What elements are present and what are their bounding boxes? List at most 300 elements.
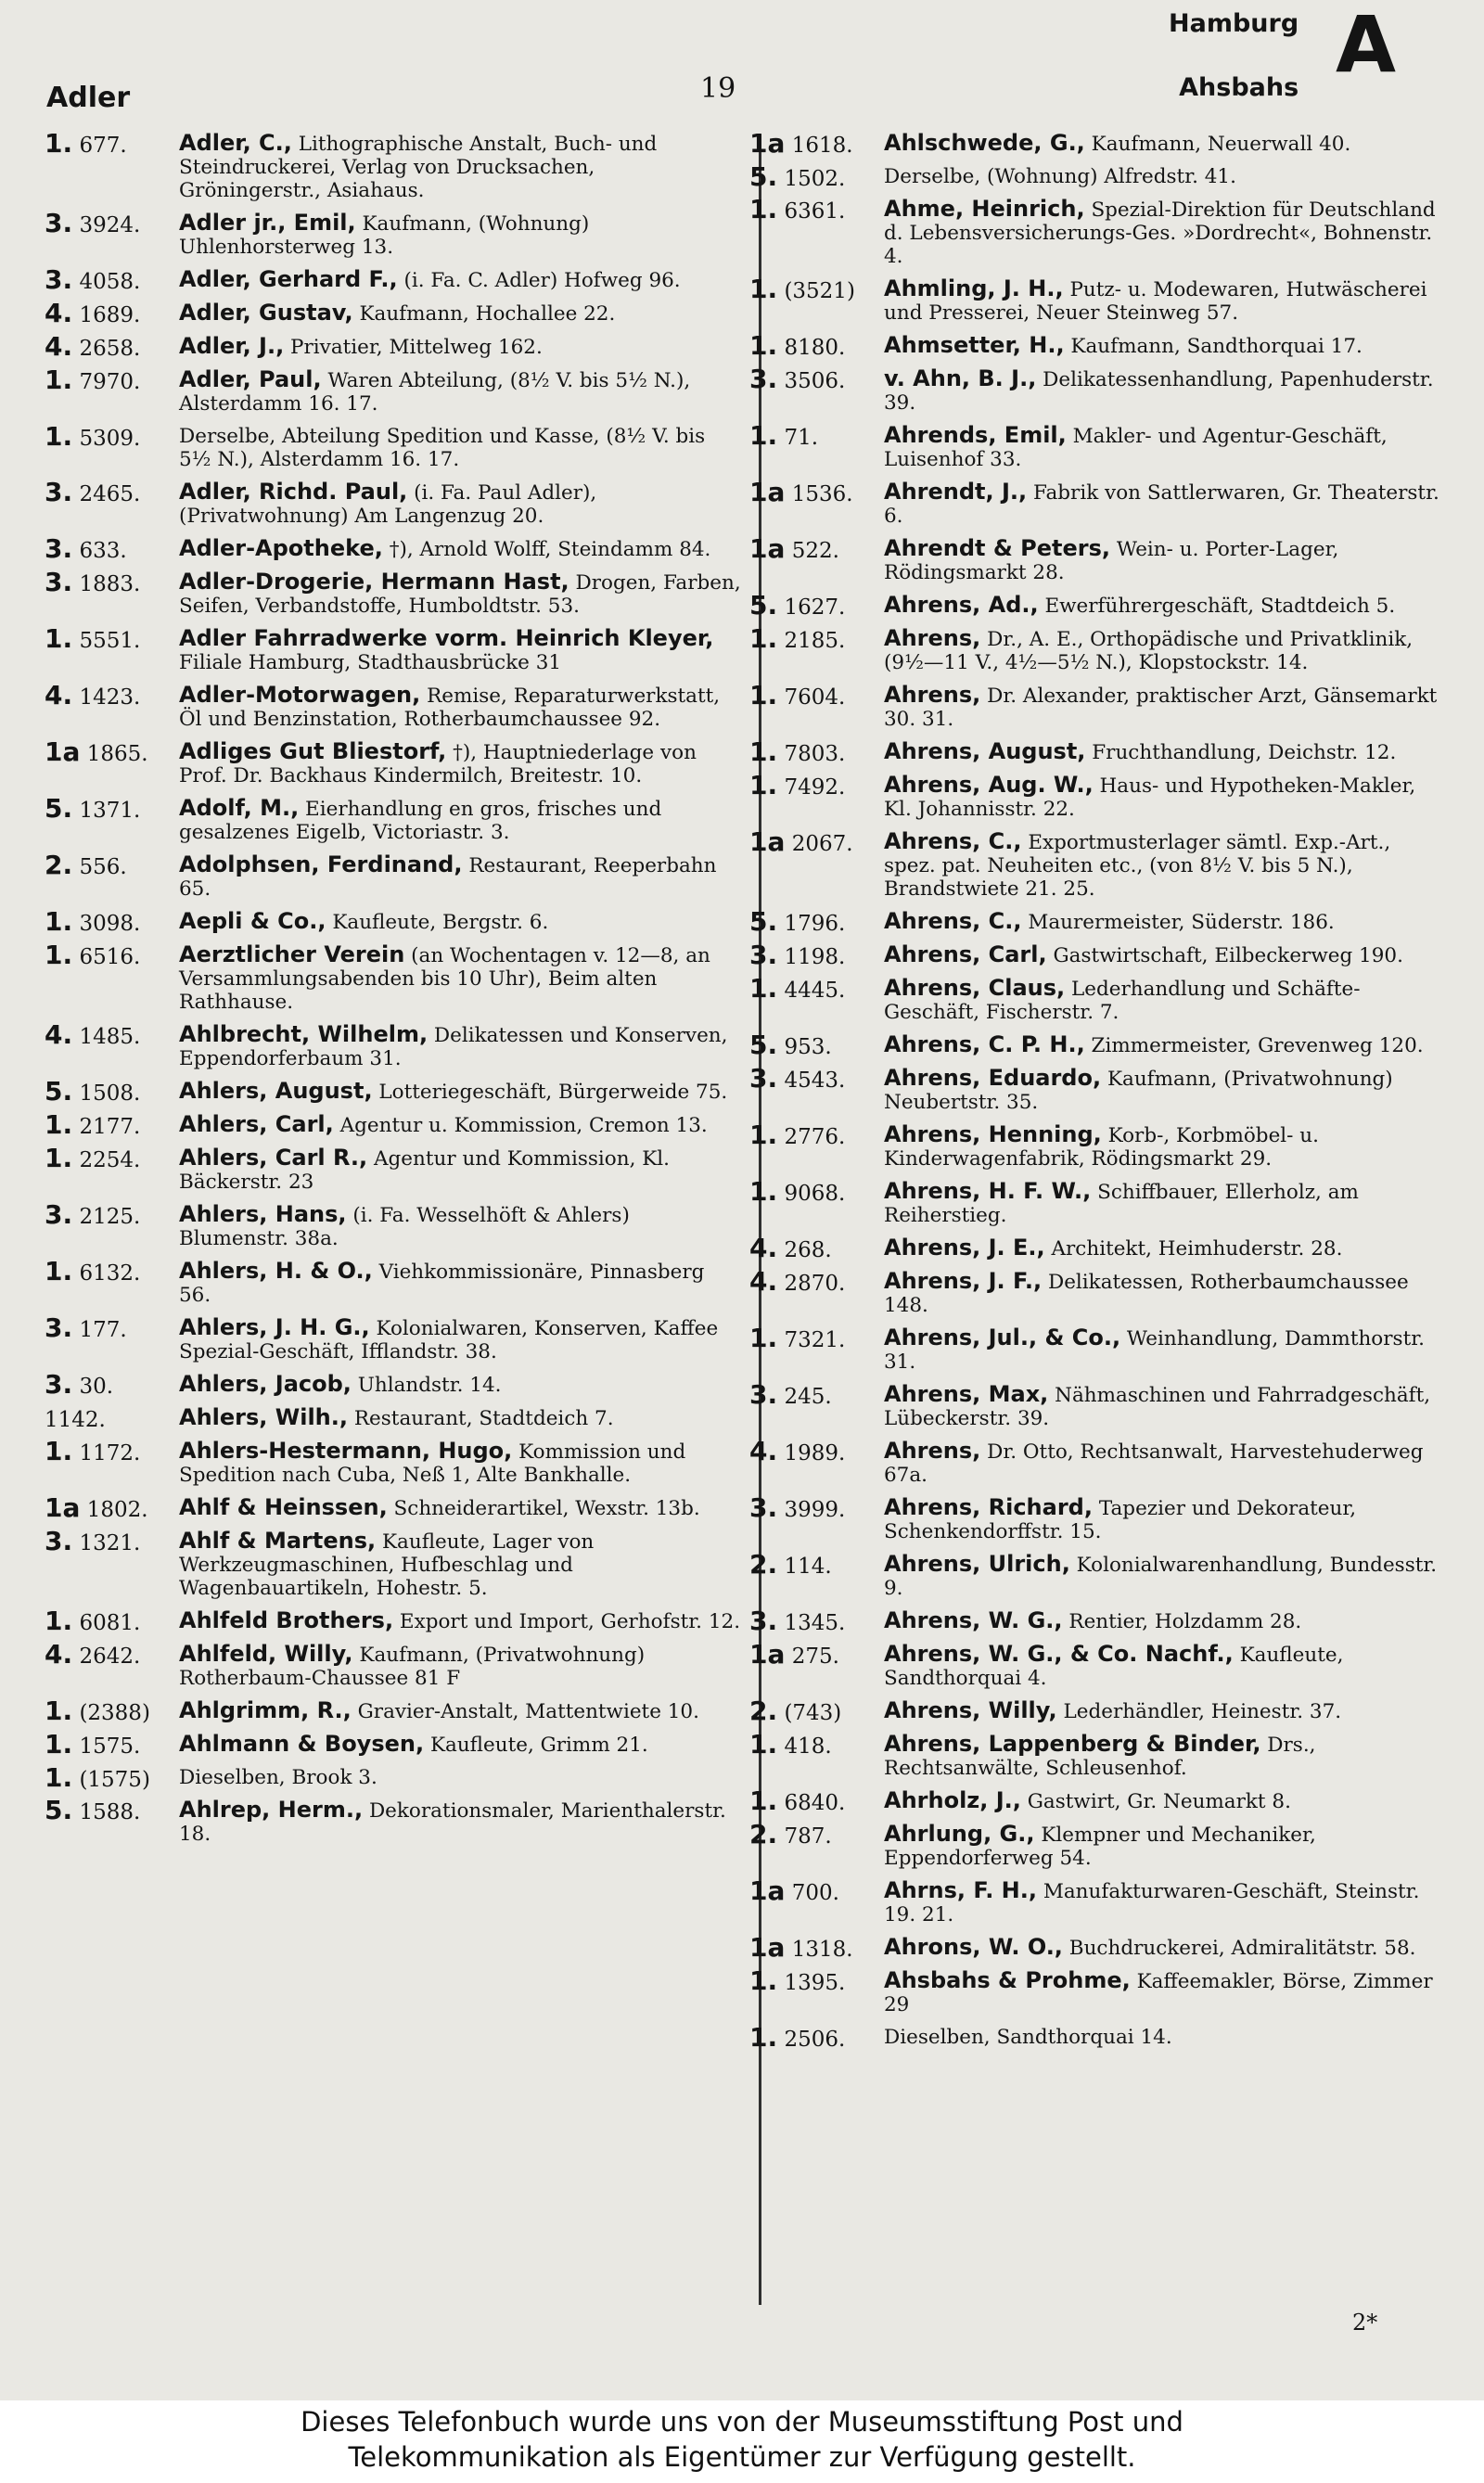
line-number: 9068.	[784, 1182, 846, 1206]
line-number: 4058.	[79, 270, 141, 294]
entry-details: Delikatessenhandlung, Papenhuderstr. 39.	[884, 368, 1434, 415]
directory-entry	[749, 1323, 1447, 1374]
entry-details: Kaufmann, (Wohnung) Uhlenhorsterweg 13.	[179, 212, 590, 259]
exchange-area: 3.	[45, 533, 73, 564]
exchange-area: 1.	[749, 680, 778, 710]
directory-entry	[45, 680, 742, 731]
directory-entry	[45, 264, 742, 295]
subscriber-name: Ahlf & Heinssen,	[179, 1494, 388, 1520]
entry-details: (an Wochentagen v. 12—8, an Versammlungsabenden bis 10 Uhr), Beim alten Rathhause.	[179, 944, 710, 1014]
entry-details: Ewerführergeschäft, Stadtdeich 5.	[1044, 595, 1396, 618]
phone-number	[749, 533, 839, 564]
directory-entry	[45, 567, 742, 618]
left-column	[45, 128, 742, 1855]
directory-entry	[45, 1312, 742, 1363]
exchange-area: 1.	[749, 736, 778, 767]
subscriber-name: Ahmling, J. H.,	[884, 275, 1064, 301]
subscriber-name: Ahrendt & Peters,	[884, 535, 1111, 561]
directory-entry	[45, 331, 742, 362]
phone-number	[749, 2022, 846, 2053]
entry-details: Tapezier und Dekorateur, Schenkendorffstr. 15.	[884, 1497, 1357, 1543]
phone-number	[749, 590, 846, 621]
exchange-area: 3.	[749, 1492, 778, 1523]
directory-entry	[749, 1120, 1447, 1171]
entry-details: Waren Abteilung, (8½ V. bis 5½ N.), Alsterdamm 16. 17.	[179, 369, 691, 416]
subscriber-name: Ahsbahs & Prohme,	[884, 1967, 1131, 1993]
phone-number	[45, 1639, 141, 1670]
subscriber-name: Adler-Apotheke,	[179, 535, 383, 561]
section-letter: A	[1336, 0, 1397, 90]
line-number: 2177.	[79, 1115, 141, 1139]
line-number: 2870.	[784, 1272, 846, 1296]
directory-entry	[749, 1819, 1447, 1870]
subscriber-name: Ahrens, Lappenberg & Binder,	[884, 1731, 1261, 1757]
subscriber-name: Ahlgrimm, R.,	[179, 1697, 352, 1723]
entry-details: Fabrik von Sattlerwaren, Gr. Theaterstr. 6.	[884, 481, 1439, 528]
exchange-area: 5.	[749, 906, 778, 937]
exchange-area: 1.	[749, 1120, 778, 1150]
line-number: 1618.	[791, 134, 853, 158]
line-number: 1689.	[79, 303, 141, 327]
phone-number	[45, 477, 141, 507]
directory-entry	[45, 477, 742, 528]
exchange-area: 1.	[45, 1729, 73, 1760]
entry-details: Gastwirtschaft, Eilbeckerweg 190.	[1053, 944, 1403, 967]
entry-details: Spezial-Direktion für Deutschland d. Lebensversicherungs-Ges. »Dordrecht«, Bohnenstr. 4.	[884, 198, 1436, 268]
exchange-area: 4.	[45, 1019, 73, 1050]
entry-details: Kaufmann, (Privatwohnung) Rotherbaum-Chaussee 81 F	[179, 1644, 646, 1690]
entry-details: Lithographische Anstalt, Buch- und Steindruckerei, Verlag von Drucksachen, Gröningerstr., Asiahaus.	[179, 133, 658, 202]
exchange-area: 3.	[749, 1379, 778, 1410]
phone-number	[749, 330, 846, 361]
phone-number	[45, 1436, 141, 1466]
line-number: 5551.	[79, 629, 141, 653]
directory-entry	[45, 533, 742, 564]
subscriber-name: Ahlfeld, Willy,	[179, 1641, 353, 1667]
line-number: (2388)	[79, 1701, 150, 1725]
footer-line-2: Telekommunikation als Eigentümer zur Verfügung gestellt.	[348, 2441, 1136, 2473]
subscriber-name: Aerztlicher Verein	[179, 941, 405, 967]
line-number: 6132.	[79, 1261, 141, 1286]
directory-entry	[749, 1436, 1447, 1487]
directory-entry	[45, 940, 742, 1014]
phone-number	[749, 1379, 832, 1410]
directory-entry	[749, 590, 1447, 621]
line-number: 1142.	[45, 1408, 106, 1432]
line-number: 2067.	[791, 832, 853, 856]
subscriber-name: Adler, Gustav,	[179, 300, 353, 326]
phone-number	[749, 1492, 846, 1523]
line-number: 2642.	[79, 1645, 141, 1669]
entry-details: Buchdruckerei, Admiralitätstr. 58.	[1068, 1937, 1416, 1960]
phone-number	[749, 194, 846, 224]
directory-entry	[45, 850, 742, 901]
exchange-area: 4.	[45, 298, 73, 328]
line-number: 7492.	[784, 775, 846, 800]
entry-details: (i. Fa. Wesselhöft & Ahlers) Blumenstr. 38a.	[179, 1204, 630, 1250]
directory-entry	[749, 680, 1447, 731]
phone-number	[749, 128, 853, 159]
directory-entry	[749, 364, 1447, 415]
exchange-area: 1.	[45, 623, 73, 654]
subscriber-name: Ahrens, C.,	[884, 828, 1022, 854]
phone-number	[45, 1406, 106, 1432]
directory-entry	[749, 770, 1447, 821]
directory-entry	[45, 1019, 742, 1070]
phone-number	[45, 421, 141, 452]
phone-number	[45, 1369, 114, 1400]
subscriber-name: Ahlers, Carl,	[179, 1111, 334, 1137]
line-number: 2254.	[79, 1148, 141, 1172]
directory-entry	[45, 1639, 742, 1690]
entry-details: Rentier, Holzdamm 28.	[1068, 1610, 1302, 1633]
exchange-area: 1.	[749, 1323, 778, 1353]
directory-entry	[45, 1729, 742, 1760]
exchange-area: 4.	[749, 1436, 778, 1466]
line-number: 1371.	[79, 799, 141, 823]
phone-number	[45, 940, 141, 970]
line-number: 2125.	[79, 1205, 141, 1229]
entry-details: Drogen, Farben, Seifen, Verbandstoffe, Humboldtstr. 53.	[179, 571, 741, 618]
subscriber-name: Ahrons, W. O.,	[884, 1934, 1063, 1960]
exchange-area: 3.	[749, 1606, 778, 1636]
phone-number	[749, 680, 846, 710]
exchange-area: 1.	[45, 1696, 73, 1726]
page-number: 19	[700, 72, 736, 105]
subscriber-name: Ahrens,	[884, 1438, 981, 1464]
exchange-area: 1a	[45, 736, 81, 767]
directory-entry	[45, 1256, 742, 1307]
line-number: 2185.	[784, 629, 846, 653]
phone-number	[749, 1932, 853, 1963]
phone-number	[45, 1076, 141, 1107]
exchange-area: 4.	[749, 1266, 778, 1297]
footer-notice	[0, 2400, 1484, 2483]
phone-number	[749, 1030, 832, 1060]
exchange-area: 1.	[45, 1143, 73, 1173]
exchange-area: 3.	[749, 940, 778, 970]
directory-entry	[749, 1063, 1447, 1114]
line-number: (743)	[784, 1701, 842, 1725]
exchange-area: 1.	[749, 770, 778, 800]
phone-number	[45, 128, 127, 159]
exchange-area: 3.	[45, 1199, 73, 1230]
exchange-area: 1.	[45, 128, 73, 159]
exchange-area: 1a	[749, 128, 786, 159]
entry-details: Derselbe, (Wohnung) Alfredstr. 41.	[884, 165, 1236, 188]
line-number: 1321.	[79, 1531, 141, 1555]
exchange-area: 1.	[45, 1109, 73, 1140]
phone-number	[749, 161, 846, 192]
subscriber-name: Adolf, M.,	[179, 795, 300, 821]
directory-entry	[749, 1696, 1447, 1726]
line-number: 2776.	[784, 1125, 846, 1149]
line-number: 1423.	[79, 685, 141, 710]
subscriber-name: Ahlers-Hestermann, Hugo,	[179, 1438, 513, 1464]
line-number: 7321.	[784, 1328, 846, 1352]
subscriber-name: Ahrens, Eduardo,	[884, 1065, 1102, 1091]
line-number: 1172.	[79, 1441, 141, 1465]
exchange-area: 5.	[45, 793, 73, 824]
directory-entry	[45, 1436, 742, 1487]
entry-details: Dr. Alexander, praktischer Arzt, Gänsemarkt 30. 31.	[884, 685, 1438, 731]
phone-number	[749, 1176, 846, 1207]
exchange-area: 4.	[45, 331, 73, 362]
line-number: 268.	[784, 1238, 832, 1262]
entry-details: Exportmusterlager sämtl. Exp.-Art., spez. pat. Neuheiten etc., (von 8½ V. bis 5 N.), Brandstwiete 21. 25.	[884, 831, 1391, 901]
line-number: 71.	[784, 426, 819, 450]
phone-number	[45, 298, 141, 328]
directory-entry	[45, 421, 742, 471]
line-number: 177.	[79, 1318, 127, 1342]
subscriber-name: Ahlers, Hans,	[179, 1201, 347, 1227]
subscriber-name: Adler, Richd. Paul,	[179, 479, 408, 505]
exchange-area: 1.	[45, 421, 73, 452]
exchange-area: 3.	[45, 1312, 73, 1343]
subscriber-name: Ahlschwede, G.,	[884, 130, 1085, 156]
entry-details: Kaffeemakler, Börse, Zimmer 29	[884, 1970, 1433, 2016]
directory-entry	[45, 1762, 742, 1793]
entry-details: Putz- u. Modewaren, Hutwäscherei und Presserei, Neuer Steinweg 57.	[884, 278, 1427, 325]
subscriber-name: Ahrens, Henning,	[884, 1121, 1102, 1147]
subscriber-name: Ahrens, August,	[884, 738, 1086, 764]
phone-number	[749, 1639, 839, 1670]
header-left-keyword: Adler	[46, 82, 131, 114]
entry-details: Delikatessen, Rotherbaumchaussee 148.	[884, 1271, 1409, 1317]
directory-entry	[45, 1606, 742, 1636]
subscriber-name: Ahrens, H. F. W.,	[884, 1178, 1092, 1204]
subscriber-name: Adler jr., Emil,	[179, 210, 356, 236]
phone-number	[45, 1696, 150, 1726]
exchange-area: 1a	[749, 1639, 786, 1670]
exchange-area: 2.	[45, 850, 73, 880]
entry-details: Viehkommissionäre, Pinnasberg 56.	[179, 1261, 705, 1307]
phone-number	[749, 1729, 832, 1760]
line-number: 1345.	[784, 1611, 846, 1635]
phone-number	[749, 1266, 846, 1297]
entry-details: Kaufmann, (Privatwohnung) Neubertstr. 35.	[884, 1068, 1393, 1114]
subscriber-name: Adler, Paul,	[179, 366, 322, 392]
subscriber-name: Ahrens, W. G., & Co. Nachf.,	[884, 1641, 1234, 1667]
directory-entry	[45, 1526, 742, 1600]
directory-entry	[749, 1639, 1447, 1690]
directory-entry	[749, 1875, 1447, 1926]
entry-details: Maurermeister, Süderstr. 186.	[1028, 911, 1335, 934]
phone-number	[45, 1256, 141, 1286]
directory-entry	[749, 420, 1447, 471]
directory-entry	[749, 128, 1447, 159]
line-number: 7970.	[79, 370, 141, 394]
entry-details: (i. Fa. C. Adler) Hofweg 96.	[403, 269, 681, 292]
line-number: (3521)	[784, 279, 855, 303]
exchange-area: 1a	[749, 1875, 786, 1906]
line-number: 3999.	[784, 1498, 846, 1522]
exchange-area: 4.	[45, 680, 73, 710]
phone-number	[749, 477, 853, 507]
line-number: 6081.	[79, 1611, 141, 1635]
line-number: 6840.	[784, 1791, 846, 1815]
phone-number	[749, 770, 846, 800]
phone-number	[749, 906, 846, 937]
exchange-area: 1.	[749, 1965, 778, 1996]
exchange-area: 1a	[749, 826, 786, 857]
line-number: 1198.	[784, 945, 846, 969]
phone-number	[749, 1785, 846, 1816]
entry-details: Weinhandlung, Dammthorstr. 31.	[884, 1327, 1425, 1374]
subscriber-name: Ahrens, Ad.,	[884, 592, 1039, 618]
entry-details: †), Hauptniederlage von Prof. Dr. Backhaus Kindermilch, Breitestr. 10.	[179, 741, 697, 787]
directory-entry	[749, 1266, 1447, 1317]
subscriber-name: Ahlrep, Herm.,	[179, 1797, 364, 1823]
exchange-area: 5.	[45, 1076, 73, 1107]
entry-details: Kaufmann, Neuerwall 40.	[1091, 133, 1351, 156]
entry-details: Agentur u. Kommission, Cremon 13.	[339, 1114, 708, 1137]
phone-number	[45, 1492, 148, 1523]
phone-number	[45, 1109, 141, 1140]
subscriber-name: Ahrens, Max,	[884, 1381, 1049, 1407]
directory-entry	[45, 793, 742, 844]
phone-number	[45, 850, 127, 880]
line-number: 30.	[79, 1375, 114, 1399]
line-number: 2506.	[784, 2028, 846, 2052]
exchange-area: 1.	[749, 420, 778, 451]
directory-entry	[749, 1965, 1447, 2016]
entry-details: Korb-, Korbmöbel- u. Kinderwagenfabrik, Rödingsmarkt 29.	[884, 1124, 1319, 1171]
directory-entry	[45, 365, 742, 416]
entry-details: Haus- und Hypotheken-Makler, Kl. Johannisstr. 22.	[884, 774, 1416, 821]
subscriber-name: v. Ahn, B. J.,	[884, 365, 1037, 391]
entry-details: Manufakturwaren-Geschäft, Steinstr. 19. 21.	[884, 1880, 1420, 1926]
entry-details: Wein- u. Porter-Lager, Rödingsmarkt 28.	[884, 538, 1339, 584]
line-number: 5309.	[79, 427, 141, 451]
phone-number	[45, 264, 141, 295]
directory-entry	[749, 1606, 1447, 1636]
directory-entry	[749, 1729, 1447, 1780]
line-number: 787.	[784, 1824, 832, 1849]
subscriber-name: Ahmsetter, H.,	[884, 332, 1065, 358]
subscriber-name: Aepli & Co.,	[179, 908, 326, 934]
phone-number	[45, 1729, 141, 1760]
line-number: 1502.	[784, 167, 846, 191]
entry-details: Dekorationsmaler, Marienthalerstr. 18.	[179, 1799, 726, 1846]
exchange-area: 1.	[749, 330, 778, 361]
exchange-area: 1.	[45, 1256, 73, 1286]
directory-entry	[45, 906, 742, 937]
subscriber-name: Adler-Motorwagen,	[179, 682, 421, 708]
directory-entry	[749, 1030, 1447, 1060]
line-number: 1865.	[86, 742, 148, 766]
header-right-keyword: Ahsbahs	[1179, 73, 1299, 102]
line-number: 1989.	[784, 1441, 846, 1465]
exchange-area: 5.	[45, 1795, 73, 1825]
subscriber-name: Ahlmann & Boysen,	[179, 1731, 425, 1757]
line-number: 2465.	[79, 482, 141, 506]
phone-number	[45, 567, 141, 597]
exchange-area: 2.	[749, 1696, 778, 1726]
phone-number	[749, 1819, 832, 1849]
entry-details: Derselbe, Abteilung Spedition und Kasse, (8½ V. bis 5½ N.), Alsterdamm 16. 17.	[179, 425, 706, 471]
line-number: 7604.	[784, 685, 846, 710]
line-number: 953.	[784, 1035, 832, 1059]
subscriber-name: Ahrens, C. P. H.,	[884, 1031, 1085, 1057]
phone-number	[749, 940, 846, 970]
right-column	[749, 128, 1447, 2058]
phone-number	[749, 973, 846, 1004]
phone-number	[45, 1795, 141, 1825]
exchange-area: 1.	[749, 1729, 778, 1760]
line-number: 1796.	[784, 912, 846, 936]
line-number: 1395.	[784, 1971, 846, 1995]
line-number: 3506.	[784, 369, 846, 393]
exchange-area: 1.	[749, 194, 778, 224]
directory-entry	[45, 1143, 742, 1194]
exchange-area: 5.	[749, 161, 778, 192]
phone-number	[749, 1120, 846, 1150]
subscriber-name: Adolphsen, Ferdinand,	[179, 851, 463, 877]
exchange-area: 3.	[45, 1526, 73, 1556]
subscriber-name: Ahlfeld Brothers,	[179, 1607, 394, 1633]
phone-number	[45, 1762, 150, 1793]
exchange-area: 1.	[45, 1606, 73, 1636]
entry-details: (i. Fa. Paul Adler), (Privatwohnung) Am Langenzug 20.	[179, 481, 597, 528]
directory-entry	[749, 940, 1447, 970]
phone-number	[45, 1199, 141, 1230]
phone-number	[749, 1549, 832, 1580]
phone-number	[749, 1063, 846, 1094]
directory-entry	[45, 1492, 742, 1523]
exchange-area: 1.	[749, 2022, 778, 2053]
entry-details: Kaufleute, Bergstr. 6.	[332, 911, 549, 934]
line-number: 1883.	[79, 572, 141, 596]
header-city: Hamburg	[1169, 9, 1299, 38]
directory-entry	[749, 1492, 1447, 1543]
exchange-area: 1a	[749, 477, 786, 507]
exchange-area: 1.	[749, 973, 778, 1004]
line-number: 114.	[784, 1555, 832, 1579]
phone-number	[45, 208, 141, 238]
entry-details: Filiale Hamburg, Stadthausbrücke 31	[179, 651, 562, 674]
entry-details: Kolonialwarenhandlung, Bundesstr. 9.	[884, 1554, 1438, 1600]
phone-number	[749, 1875, 839, 1906]
directory-entry	[45, 623, 742, 674]
entry-details: Restaurant, Stadtdeich 7.	[353, 1407, 614, 1430]
subscriber-name: Ahrens, J. F.,	[884, 1268, 1043, 1294]
phone-number	[749, 1323, 846, 1353]
directory-entry	[749, 826, 1447, 901]
subscriber-name: Ahrens, W. G.,	[884, 1607, 1063, 1633]
phone-number	[45, 1143, 141, 1173]
exchange-area: 3.	[45, 208, 73, 238]
directory-entry	[45, 1369, 742, 1400]
entry-details: Uhlandstr. 14.	[357, 1374, 502, 1397]
phone-number	[45, 1019, 141, 1050]
subscriber-name: Ahrends, Emil,	[884, 422, 1067, 448]
subscriber-name: Adler, Gerhard F.,	[179, 266, 398, 292]
subscriber-name: Ahrholz, J.,	[884, 1787, 1021, 1813]
entry-details: Gravier-Anstalt, Mattentwiete 10.	[357, 1700, 699, 1723]
entry-details: Export und Import, Gerhofstr. 12.	[399, 1610, 741, 1633]
directory-entry	[45, 1109, 742, 1140]
phone-number	[45, 736, 148, 767]
entry-details: Dieselben, Sandthorquai 14.	[884, 2026, 1172, 2049]
directory-entry	[749, 194, 1447, 268]
entry-details: Agentur und Kommission, Kl. Bäckerstr. 23	[179, 1147, 671, 1194]
subscriber-name: Adler, J.,	[179, 333, 285, 359]
subscriber-name: Ahlers, Carl R.,	[179, 1145, 368, 1171]
exchange-area: 3.	[45, 477, 73, 507]
directory-entry	[749, 533, 1447, 584]
directory-entry	[749, 330, 1447, 361]
